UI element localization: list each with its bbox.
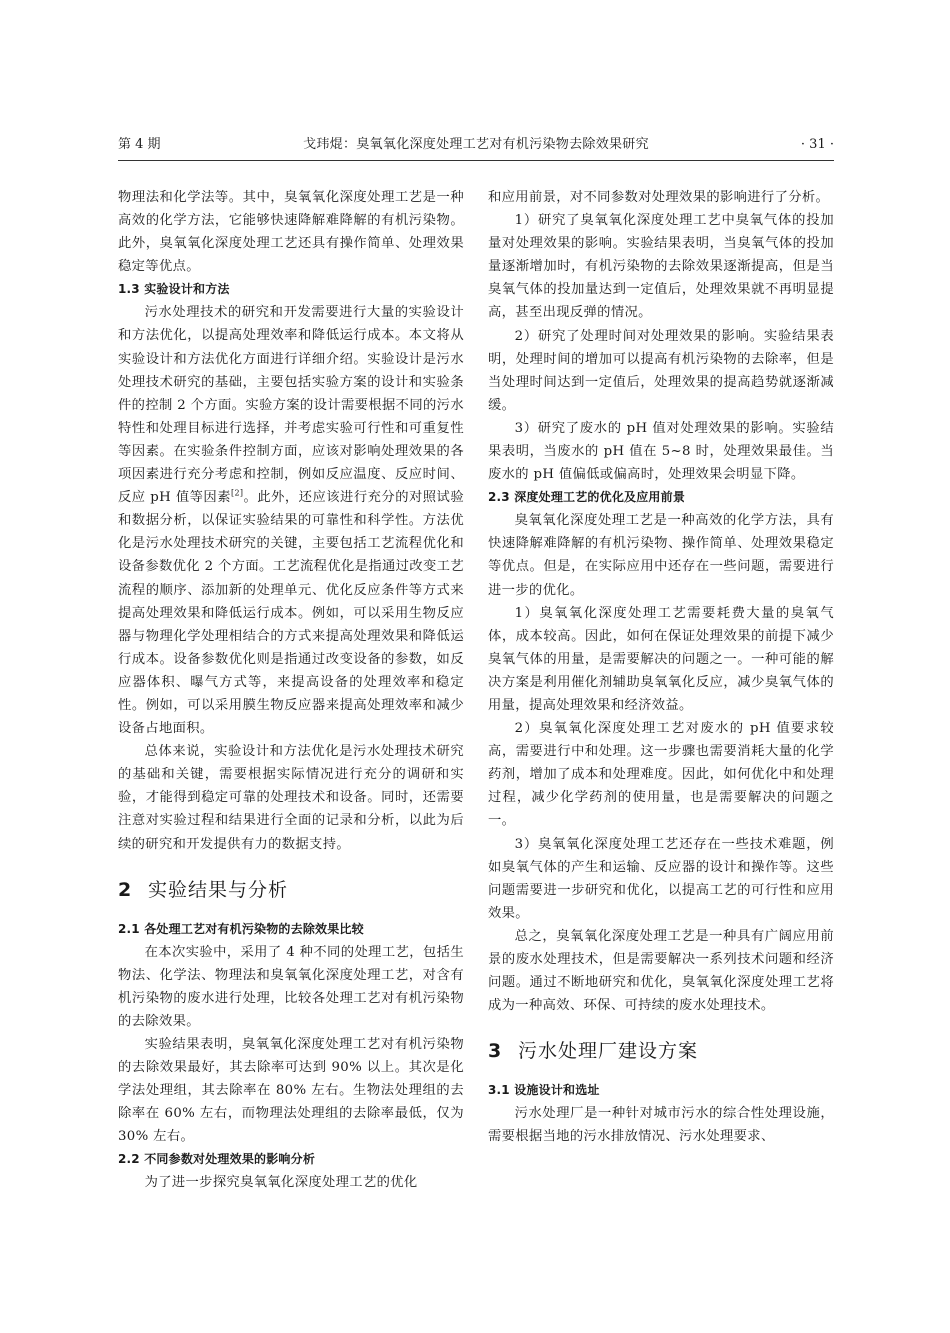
section-2-3-item-1: 1）臭氧氧化深度处理工艺需要耗费大量的臭氧气体，成本较高。因此，如何在保证处理效果的前提下减少臭氧气体的用量，是需要解决的问题之一。一种可能的解决方案是利用催化剂辅助臭氧氧化反应，减少臭氧气体的用量，提高处理效果和经济效益。 (488, 605, 834, 713)
section-2-2-item-2: 2）研究了处理时间对处理效果的影响。实验结果表明，处理时间的增加可以提高有机污染物的去除率，但是当处理时间达到一定值后，处理效果的提高趋势就逐渐减缓。 (488, 328, 834, 413)
section-3-1-paragraph-1: 污水处理厂是一种针对城市污水的综合性处理设施，需要根据当地的污水排放情况、污水处理要求、 (488, 1106, 834, 1145)
section-2-3-item-2: 2）臭氧氧化深度处理工艺对废水的 pH 值要求较高，需要进行中和处理。这一步骤也需要消耗大量的化学药剂，增加了成本和处理难度。因此，如何优化中和处理过程，减少化学药剂的使用量，也是需要解决的问题之一。 (488, 721, 834, 829)
section-2-title: 实验结果与分析 (148, 878, 289, 901)
section-1-3-paragraph-2: 总体来说，实验设计和方法优化是污水处理技术研究的基础和关键，需要根据实际情况进行充分的调研和实验，才能得到稳定可靠的处理技术和设备。同时，还需要注意对实验过程和结果进行全面的记录和分析，以此为后续的研究和开发提供有力的数据支持。 (118, 744, 464, 852)
right-column (488, 186, 834, 1266)
section-2-3-item-3: 3）臭氧氧化深度处理工艺还存在一些技术难题，例如臭氧气体的产生和运输、反应器的设计和操作等。这些问题需要进一步研究和优化，以提高工艺的可行性和应用效果。 (488, 836, 834, 921)
citation-ref[interactable]: [2] (230, 488, 244, 498)
section-2-number: 2 (118, 878, 133, 901)
section-1-3-paragraph-1 (118, 301, 464, 740)
section-2-2-paragraph-end: 和应用前景，对不同参数对处理效果的影响进行了分析。 (488, 190, 830, 205)
section-2-3-paragraph-1: 臭氧氧化深度处理工艺是一种高效的化学方法，具有快速降解难降解的有机污染物、操作简单、处理效果稳定等优点。但是，在实际应用中还存在一些问题，需要进行进一步的优化。 (488, 513, 834, 598)
paragraph-text-part-2: 。此外，还应该进行充分的对照试验和数据分析，以保证实验结果的可靠性和科学性。方法优化是污水处理技术研究的关键，主要包括工艺流程优化和设备参数优化 2 个方面。工艺流程优化是指通过改变工艺流程的顺序、添加新的处理单元、优化反应条件等方式来提高处理效果和降低运行成本。例如，可以采用生物反应器与物理化学处理相结合的方式来提高处理效果和降低运行成本。设备参数优化则是指通过改变设备的参数，如反应器体积、曝气方式等，来提高设备的处理效率和稳定性。例如，可以采用膜生物反应器来提高处理效率和减少设备占地面积。 (118, 490, 464, 737)
section-3-number: 3 (488, 1040, 503, 1063)
section-2-2-item-3: 3）研究了废水的 pH 值对处理效果的影响。实验结果表明，当废水的 pH 值在 5~8 时，处理效果最佳。当废水的 pH 值偏低或偏高时，处理效果会明显下降。 (488, 420, 834, 483)
header-page-number: · 31 · (800, 137, 834, 152)
section-2-2-item-1: 1）研究了臭氧氧化深度处理工艺中臭氧气体的投加量对处理效果的影响。实验结果表明，当臭氧气体的投加量逐渐增加时，有机污染物的去除效果逐渐提高，但是当臭氧气体的投加量达到一定值后，处理效果就不再明显提高，甚至出现反弹的情况。 (488, 213, 834, 321)
section-1-3-heading: 1.3 实验设计和方法 (118, 282, 230, 297)
section-3-1-heading: 3.1 设施设计和选址 (488, 1083, 600, 1098)
section-2-3-conclusion: 总之，臭氧氧化深度处理工艺是一种具有广阔应用前景的废水处理技术，但是需要解决一系列技术问题和经济问题。通过不断地研究和优化，臭氧氧化深度处理工艺将成为一种高效、环保、可持续的废水处理技术。 (488, 928, 834, 1014)
section-3-heading (488, 1037, 834, 1065)
running-header (118, 136, 834, 158)
section-2-3-heading: 2.3 深度处理工艺的优化及应用前景 (488, 490, 686, 505)
header-article-title: 戈玮焜：臭氧氧化深度处理工艺对有机污染物去除效果研究 (303, 137, 649, 152)
section-2-1-heading: 2.1 各处理工艺对有机污染物的去除效果比较 (118, 921, 364, 936)
header-issue: 第 4 期 (118, 137, 161, 152)
section-2-2-heading: 2.2 不同参数对处理效果的影响分析 (118, 1152, 316, 1167)
section-2-1-paragraph-2: 实验结果表明，臭氧氧化深度处理工艺对有机污染物的去除效果最好，其去除率可达到 90% 以上。其次是化学法处理组，其去除率在 80% 左右。生物法处理组的去除率在 60% 左右，而物理法处理组的去除率最低，仅为 30% 左右。 (118, 1037, 464, 1145)
section-2-1-paragraph-1: 在本次实验中，采用了 4 种不同的处理工艺，包括生物法、化学法、物理法和臭氧氧化深度处理工艺，对含有机污染物的废水进行处理，比较各处理工艺对有机污染物的去除效果。 (118, 944, 464, 1029)
section-2-heading (118, 876, 464, 904)
paragraph-text-part-1: 污水处理技术的研究和开发需要进行大量的实验设计和方法优化，以提高处理效率和降低运行成本。本文将从实验设计和方法优化方面进行详细介绍。实验设计是污水处理技术研究的基础，主要包括实验方案的设计和实验条件的控制 2 个方面。实验方案的设计需要根据不同的污水特性和处理目标进行选择，并考虑实验可行性和可重复性等因素。在实验条件控制方面，应该对影响处理效果的各项因素进行充分考虑和控制，例如反应温度、反应时间、反应 pH 值等因素 (118, 305, 464, 506)
section-3-title: 污水处理厂建设方案 (518, 1040, 699, 1063)
section-2-2-paragraph-start: 为了进一步探究臭氧氧化深度处理工艺的优化 (144, 1175, 418, 1191)
header-rule (118, 160, 834, 161)
left-column (118, 186, 464, 1266)
intro-tail-paragraph: 物理法和化学法等。其中，臭氧氧化深度处理工艺是一种高效的化学方法，它能够快速降解难降解的有机污染物。此外，臭氧氧化深度处理工艺还具有操作简单、处理效果稳定等优点。 (118, 190, 464, 275)
